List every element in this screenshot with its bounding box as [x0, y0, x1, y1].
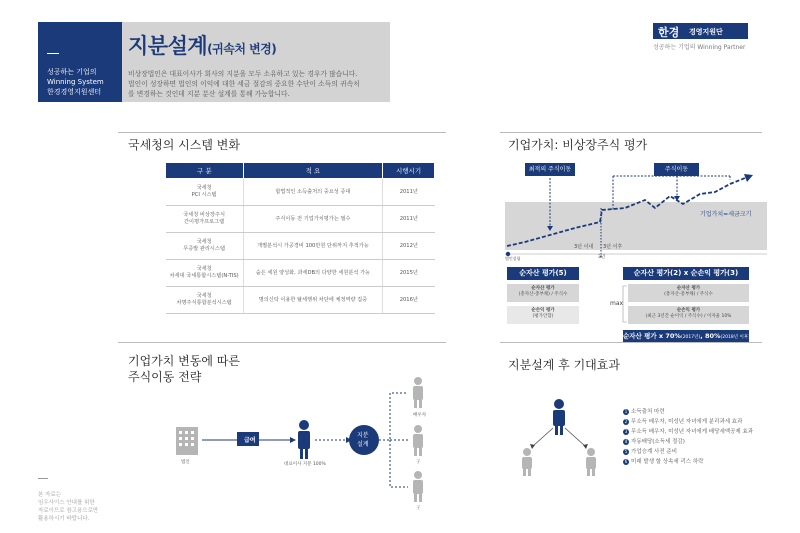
section-divider: [500, 132, 762, 133]
family-icon: [522, 448, 532, 476]
section-divider: [118, 132, 446, 133]
spouse-label: 배우자: [413, 413, 427, 418]
bar-year: (2018년 이후): [720, 335, 750, 340]
header-side-line: Winning System: [47, 78, 104, 86]
combined-valuation-header: 순자산 평가(2) x 순손익 평가(3): [623, 267, 749, 280]
system-desc-cell: 숨은 세원 양성화, 과세DB의 다양한 세원분석 가능: [243, 260, 382, 287]
header-description: 비상장법인은 대표이사가 회사의 지분을 모두 소유하고 있는 경우가 많습니다.: [128, 70, 358, 78]
bullet-icon: 5: [624, 448, 628, 454]
connector-line: [565, 428, 585, 446]
system-name-cell: [166, 179, 244, 206]
bullet-icon: 2: [624, 418, 628, 424]
design-label: 설계: [357, 441, 369, 448]
bullet-icon: 3: [624, 428, 628, 434]
table-row: [166, 287, 435, 314]
child-label: 子: [416, 460, 421, 465]
table-header: 구 분: [166, 163, 244, 179]
three-year-label: 3년: [598, 255, 606, 260]
value-label: 기업가치=세금크기: [700, 211, 752, 218]
section-divider: [500, 342, 762, 343]
system-name-line: 간이평가프로그램: [184, 219, 225, 225]
child-icon: [413, 425, 423, 456]
table-row: [166, 260, 435, 287]
system-year-cell: 2012년: [383, 233, 435, 260]
table-header: 시행시기: [383, 163, 435, 179]
system-name-line: 차세대 국세통합시스템(N-TIS): [169, 273, 239, 279]
effect-item: 1 소득출처 마련: [624, 408, 665, 415]
bar-year: (2017년): [680, 335, 701, 340]
connector-line: [533, 428, 553, 446]
system-name-cell: [166, 260, 244, 287]
header-side-line: 성공하는 기업의: [47, 68, 97, 76]
page-title-sub: (귀속처 변경): [207, 42, 277, 56]
system-name-cell: [166, 233, 244, 260]
brand-tagline: 성공하는 기업의 Winning Partner: [653, 44, 746, 51]
bar-text: , 80%: [700, 332, 721, 340]
branch-lines: [379, 393, 408, 487]
box-title: 순자산 평가: [676, 286, 701, 291]
box-subtitle: (총자산-총부채) / 주식수: [664, 292, 713, 297]
system-name-line: 무증발 관리시스템: [183, 246, 225, 252]
bullet-icon: 1: [624, 408, 628, 414]
system-year-cell: 2016년: [383, 287, 435, 314]
box-subtitle: (총자산-총부채) / 주식수: [518, 292, 568, 297]
effect-item: 2 무소득 배우자, 미성년 자녀에게 분리과세 효과: [624, 418, 743, 425]
ceo-label: 대표이사 지분 100%: [284, 462, 326, 467]
footnote-line: 본 자료는: [38, 492, 62, 498]
trend-arrow-head: [744, 174, 753, 182]
max-label: max: [610, 300, 624, 307]
bullet-icon: 6: [624, 458, 628, 464]
footnote-line: 임우사이스 안내를 위한: [38, 500, 95, 506]
header-description: 법인이 성장하면 법인의 이익에 대한 세금 절감의 중요한 수단이 소득의 귀속처: [128, 80, 360, 88]
system-desc-cell: 개별분석시 가공경비 100만원 단위까지 추적가능: [243, 233, 382, 260]
system-name-cell: [166, 287, 244, 314]
effect-item: 5 가업승계 사전 준비: [624, 448, 678, 455]
section-title-system: 국세청의 시스템 변화: [128, 138, 240, 152]
system-name-cell: [166, 206, 244, 233]
header-side-panel: [38, 22, 122, 102]
family-icon: [586, 448, 596, 476]
transfer-label: 주식이동: [654, 163, 699, 176]
effect-item: 4 자동배당(소득세 절감): [624, 438, 685, 445]
phase-before-label: 3년 이내: [574, 244, 594, 250]
system-desc-cell: 합법적인 소득출처의 중요성 증대: [243, 179, 382, 206]
table-header: 적 요: [243, 163, 382, 179]
box-title: 순손익 평가: [676, 308, 701, 313]
system-name-line: 국세청 비상장주식: [183, 212, 225, 218]
section-title-strategy: 기업가치 변동에 따른: [128, 354, 240, 368]
bullet-icon: 4: [624, 438, 628, 444]
system-name-line: 국세청: [196, 293, 212, 299]
ceo-person-icon: [553, 399, 565, 435]
salary-label: 급여: [244, 437, 256, 444]
box-title: 순손익 평가: [531, 308, 555, 313]
box-title: 순자산 평가: [531, 286, 555, 291]
child-icon: [413, 471, 423, 502]
system-desc-cell: 명의신탁 이용한 탈세행위 차단에 체정역량 집중: [243, 287, 382, 314]
brand-logo: [653, 23, 748, 39]
effects-diagram: [515, 398, 615, 478]
arrow-head: [290, 437, 296, 443]
spouse-icon: [413, 377, 423, 408]
box-subtitle: (평가안함): [532, 314, 554, 319]
system-change-table: [165, 162, 435, 314]
section-divider: [118, 342, 446, 343]
design-label: 지분: [357, 432, 369, 439]
share-transfer-diagram: [170, 375, 450, 515]
system-name-line: PCI 시스템: [191, 192, 217, 198]
system-year-cell: 2015년: [383, 260, 435, 287]
phase-after-label: 3년 이후: [603, 244, 623, 250]
section-title-valuation: 기업가치: 비상장주식 평가: [508, 138, 648, 152]
system-name-line: 국세청: [196, 266, 212, 272]
box-subtitle: (최근 3년간 순이익 / 주식수) / 이자율 10%: [645, 314, 732, 319]
header-side-line: 한경경영지원센터: [47, 88, 102, 96]
system-name-line: 차명주식통합분석시스템: [176, 300, 232, 306]
section-title-effects: 지분설계 후 기대효과: [508, 358, 620, 372]
bar-text: 순자산 평가 x 70%: [623, 332, 681, 340]
building-windows: [179, 431, 194, 446]
header-description: 를 변경하는 것인데 지분 분산 설계를 통해 가능합니다.: [128, 90, 290, 98]
brand-name: 한경: [658, 26, 680, 39]
system-name-line: 국세청: [196, 185, 212, 191]
footnote: [38, 478, 98, 523]
divider: [47, 53, 59, 54]
table-row: [166, 233, 435, 260]
system-name-line: 국세청: [196, 239, 212, 245]
child-label: 子: [416, 506, 421, 511]
founding-label: 법인설립: [505, 256, 521, 261]
ceo-person-icon: [298, 420, 310, 459]
divider: [38, 478, 48, 479]
footnote-line: 활용하시기 바랍니다.: [38, 516, 90, 522]
optimal-transfer-label: 최적의 주식이동: [525, 163, 575, 176]
page-title-main: 지분설계: [128, 34, 208, 58]
page-title: [128, 30, 276, 60]
system-year-cell: 2011년: [383, 179, 435, 206]
max-bracket: [620, 284, 628, 326]
system-year-cell: 2011년: [383, 206, 435, 233]
net-asset-header: 순자산 평가(5): [507, 267, 579, 280]
table-row: [166, 206, 435, 233]
brand-suffix: 경영지원단: [689, 28, 723, 36]
effect-item: 6 미래 발생 할 상속세 리스 하락: [624, 458, 704, 465]
corp-label: 법인: [181, 460, 190, 465]
system-desc-cell: 주식이동 전 기업가치평가는 필수: [243, 206, 382, 233]
section-title-strategy: 주식이동 전략: [128, 370, 202, 384]
effect-item: 3 무소득 배우자, 미성년 자녀에게 배당세액공제 효과: [624, 428, 754, 435]
footnote-line: 자료이므로 참고용으로만: [38, 508, 99, 514]
table-row: [166, 179, 435, 206]
